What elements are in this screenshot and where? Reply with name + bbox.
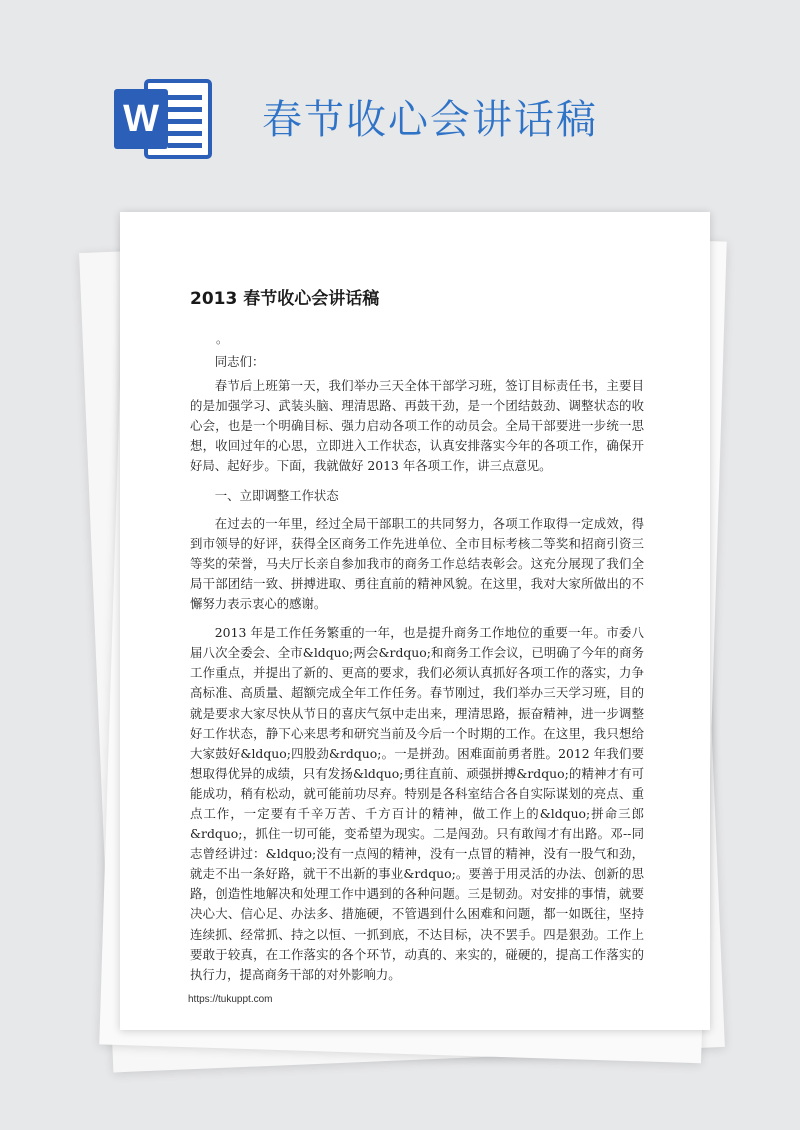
paragraph: 春节后上班第一天，我们举办三天全体干部学习班，签订目标责任书，主要目的是加强学习、武装头脑、理清思路、再鼓干劲，是一个团结鼓劲、调整状态的收心会，也是一个明确目标、强力启动各项工作的动员会。全局干部要进一步统一思想，收回过年的心思，立即进入工作状态，认真安排落实今年的各项工作，确保开好局、起好步。下面，我就做好 2013 年各项工作，讲三点意见。 <box>190 378 644 474</box>
document-dot: 。 <box>216 332 229 346</box>
section-heading: 一、立即调整工作状态 <box>214 487 339 503</box>
header-banner <box>0 0 800 200</box>
paragraph: 2013 年是工作任务繁重的一年，也是提升商务工作地位的重要一年。市委八届八次全委会、全市&ldquo;两会&rdquo;和商务工作会议，已明确了今年的商务工作重点，并提出了新的、更高的要求，我们必须认真抓好各项工作的落实，力争高标准、高质量、超额完成全年工作任务。春节刚过，我们举办三天学习班，目的就是要求大家尽快从节日的喜庆气氛中走出来，理清思路，振奋精神，进一步调整好工作状态，静下心来思考和研究当前及今后一个时期的工作。在这里，我只想给大家鼓好&ldquo;四股劲&rdquo;。一是拼劲。困难面前勇者胜。2012 年我们要想取得优异的成绩，只有发扬&ldquo;勇往直前、顽强拼搏&rdquo;的精神才有可能成功，稍有松动，就可能前功尽弃。特别是各科室结合各自实际谋划的亮点、重点工作，一定要有千辛万苦、千方百计的精神，做工作上的&ldquo;拼命三郎&rdquo;，抓住一切可能，变希望为现实。二是闯劲。只有敢闯才有出路。邓--同志曾经讲过：&ldquo;没有一点闯的精神，没有一点冒的精神，没有一股气和劲，就走不出一条好路，就干不出新的事业&rdquo;。要善于用灵活的办法、创新的思路，创造性地解决和处理工作中遇到的各种问题。三是韧劲。对安排的事情，就要决心大、信心足、办法多、措施硬，不管遇到什么困难和问题，都一如既往，坚持连续抓、经常抓、持之以恒、一抓到底，不达目标，决不罢手。四是狠劲。工作上要敢于较真，在工作落实的各个环节，动真的、来实的，碰硬的，提高工作落实的执行力，提高商务干部的对外影响力。 <box>190 625 644 982</box>
svg-text:W: W <box>123 98 159 140</box>
word-document-icon <box>114 75 214 163</box>
document-page <box>120 212 710 1030</box>
salutation: 同志们： <box>214 354 265 369</box>
header-title: 春节收心会讲话稿 <box>262 97 598 143</box>
paragraph: 在过去的一年里，经过全局干部职工的共同努力，各项工作取得一定成效，得到市领导的好评，获得全区商务工作先进单位、全市目标考核二等奖和招商引资三等奖的荣誉，马夫厅长亲自参加我市的商务工作总结表彰会。这充分展现了我们全局干部团结一致、拼搏进取、勇往直前的精神风貌。在这里，我对大家所做出的不懈努力表示衷心的感谢。 <box>190 515 644 612</box>
document-body <box>190 352 644 994</box>
footer-url: https://tukuppt.com <box>188 994 273 1005</box>
document-title: 2013 春节收心会讲话稿 <box>190 289 380 309</box>
